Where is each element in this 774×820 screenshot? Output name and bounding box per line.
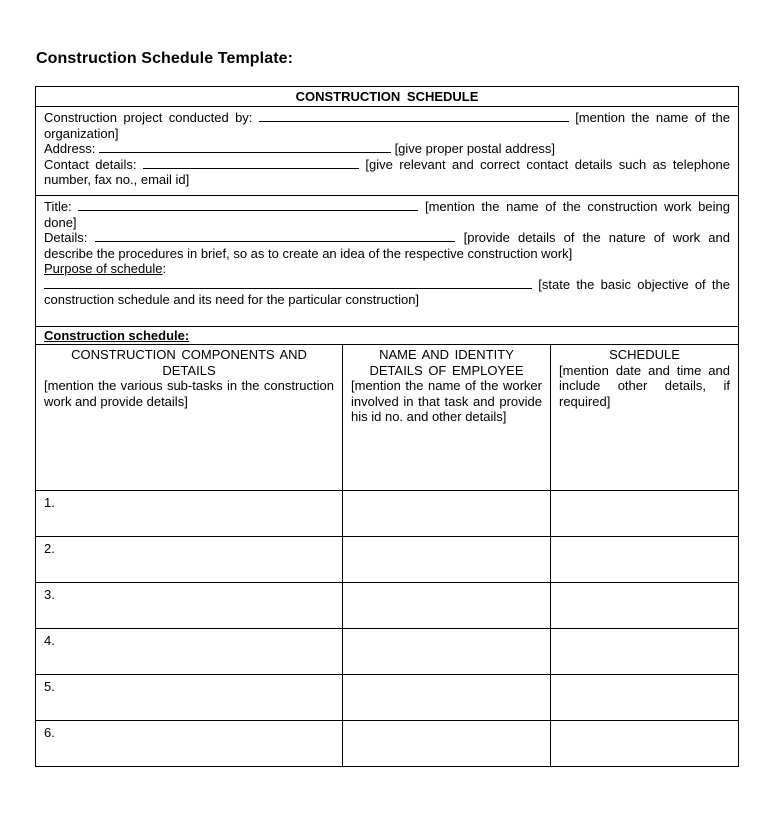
- schedule-cell[interactable]: [551, 721, 739, 767]
- row-number: 5.: [36, 675, 343, 721]
- table-row: [36, 537, 739, 583]
- title-label: Title:: [44, 199, 72, 214]
- column-title: CONSTRUCTION COMPONENTS AND DETAILS: [71, 347, 307, 378]
- schedule-cell[interactable]: [551, 583, 739, 629]
- employee-cell[interactable]: [343, 537, 551, 583]
- schedule-cell[interactable]: [551, 675, 739, 721]
- details-hint: [provide details of the nature of work and describe the procedures in brief, so as to create an idea of the respective construction work]: [44, 230, 730, 261]
- table-row: [36, 629, 739, 675]
- contact-hint: [give relevant and correct contact details such as telephone number, fax no., email id]: [44, 156, 730, 187]
- purpose-hint: [state the basic objective of the construction schedule and its need for the particular construction]: [44, 276, 730, 307]
- address-label: Address:: [44, 141, 96, 156]
- employee-cell[interactable]: [343, 583, 551, 629]
- table-row: [36, 721, 739, 767]
- project-info-section: [36, 107, 739, 196]
- column-desc: [mention the name of the worker involved in that task and provide his id no. and other details]: [351, 378, 542, 424]
- contact-label: Contact details:: [44, 156, 137, 172]
- employee-cell[interactable]: [343, 629, 551, 675]
- row-number: 2.: [36, 537, 343, 583]
- details-label: Details:: [44, 230, 88, 245]
- table-row: [36, 583, 739, 629]
- table-row: [36, 675, 739, 721]
- column-header-employee: [343, 345, 551, 491]
- column-title: NAME AND IDENTITY DETAILS OF EMPLOYEE: [369, 347, 524, 378]
- work-info-section: [36, 196, 739, 327]
- address-fill-line[interactable]: [99, 141, 391, 153]
- column-header-components: [36, 345, 343, 491]
- table-header: [36, 87, 739, 107]
- address-hint: [give proper postal address]: [394, 141, 555, 156]
- column-desc: [mention the various sub-tasks in the construction work and provide details]: [44, 378, 334, 409]
- schedule-label: Construction schedule:: [36, 327, 739, 345]
- project-fill-line[interactable]: [259, 110, 569, 122]
- page-title: Construction Schedule Template:: [36, 50, 294, 67]
- schedule-cell[interactable]: [551, 629, 739, 675]
- table-header-text: CONSTRUCTION SCHEDULE: [295, 89, 479, 104]
- row-number: 1.: [36, 491, 343, 537]
- purpose-fill-line[interactable]: [44, 277, 532, 289]
- column-desc: [mention date and time and include other details, if required]: [559, 362, 730, 409]
- column-title: SCHEDULE: [609, 347, 680, 362]
- schedule-cell[interactable]: [551, 537, 739, 583]
- employee-cell[interactable]: [343, 491, 551, 537]
- purpose-colon: :: [162, 261, 167, 276]
- details-fill-line[interactable]: [95, 230, 455, 242]
- title-fill-line[interactable]: [78, 199, 418, 211]
- column-header-schedule: [551, 345, 739, 491]
- row-number: 4.: [36, 629, 343, 675]
- project-hint: [mention the name of the organization]: [44, 110, 731, 141]
- employee-cell[interactable]: [343, 721, 551, 767]
- title-hint: [mention the name of the construction work being done]: [44, 199, 730, 230]
- table-row: [36, 491, 739, 537]
- project-label: Construction project conducted by:: [44, 110, 253, 125]
- contact-fill-line[interactable]: [143, 157, 359, 169]
- employee-cell[interactable]: [343, 675, 551, 721]
- row-number: 6.: [36, 721, 343, 767]
- construction-schedule-table: [35, 86, 739, 767]
- schedule-cell[interactable]: [551, 491, 739, 537]
- purpose-label: Purpose of schedule: [44, 261, 163, 276]
- row-number: 3.: [36, 583, 343, 629]
